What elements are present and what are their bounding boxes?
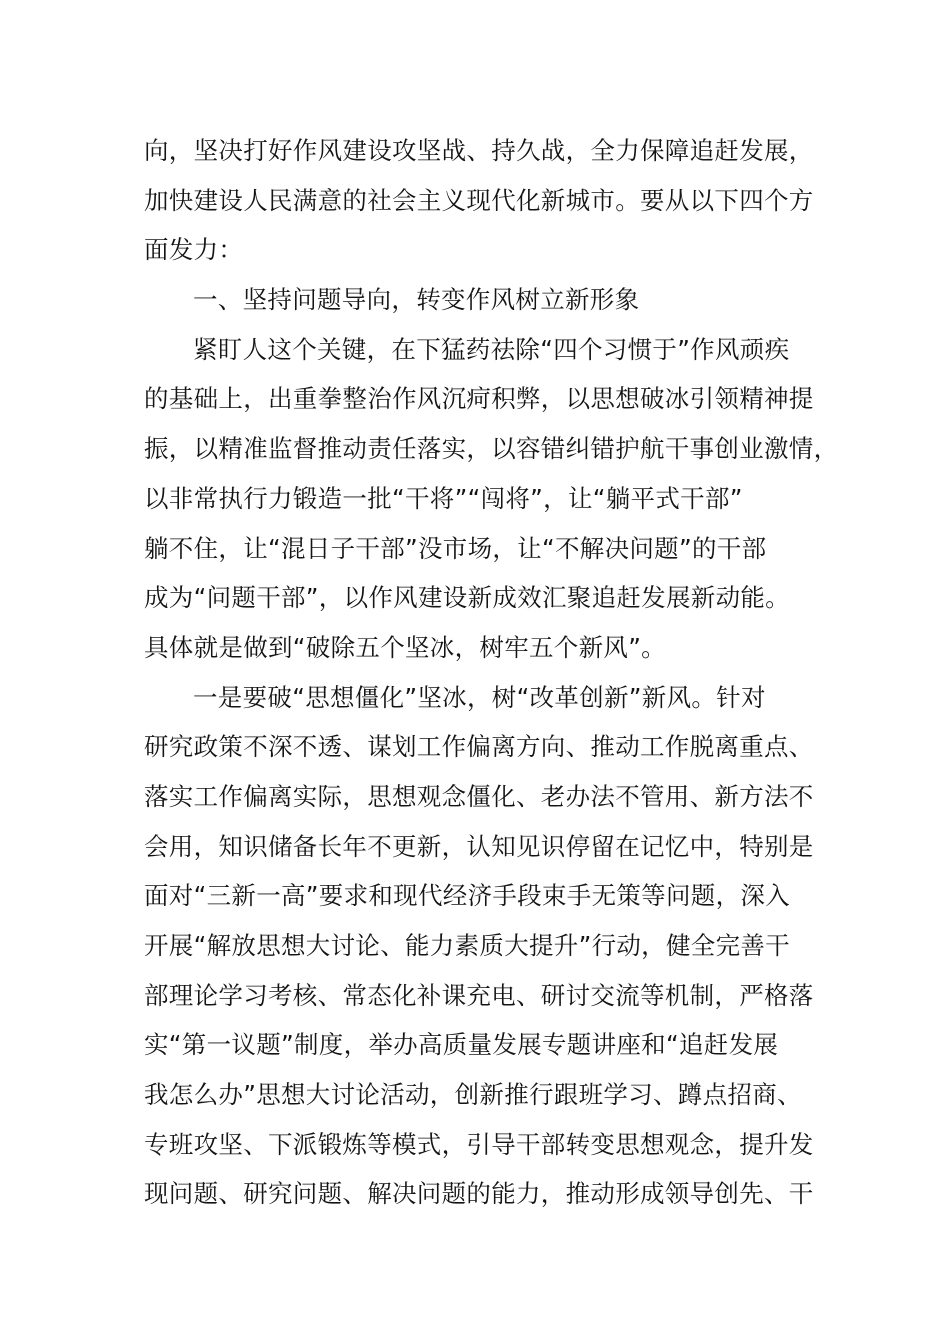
document-body	[144, 126, 839, 1219]
paragraph-start-line: 紧盯人这个关键，在下猛药祛除“四个习惯于”作风顽疾	[193, 334, 790, 364]
text-line: 实“第一议题”制度，举办高质量发展专题讲座和“追赶发展	[144, 1030, 779, 1060]
text-line: 躺不住，让“混日子干部”没市场，让“不解决问题”的干部	[144, 533, 767, 563]
text-line: 的基础上，出重拳整治作风沉疴积弊，以思想破冰引领精神提	[144, 384, 814, 414]
text-line: 专班攻坚、下派锻炼等模式，引导干部转变思想观念，提升发	[144, 1129, 814, 1159]
text-line: 以非常执行力锻造一批“干将”“闯将”，让“躺平式干部”	[144, 483, 743, 513]
text-line: 成为“问题干部”，以作风建设新成效汇聚追赶发展新动能。	[144, 583, 790, 613]
text-line: 研究政策不深不透、谋划工作偏离方向、推动工作脱离重点、	[144, 732, 814, 762]
text-line: 振，以精准监督推动责任落实，以容错纠错护航干事创业激情，	[144, 434, 839, 464]
text-line: 我怎么办”思想大讨论活动，创新推行跟班学习、蹲点招商、	[144, 1080, 802, 1110]
section-heading: 一、坚持问题导向，转变作风树立新形象	[193, 285, 640, 315]
text-line: 面对“三新一高”要求和现代经济手段束手无策等问题，深入	[144, 881, 790, 911]
text-line: 加快建设人民满意的社会主义现代化新城市。要从以下四个方	[144, 185, 814, 215]
text-line: 部理论学习考核、常态化补课充电、研讨交流等机制，严格落	[144, 980, 814, 1010]
paragraph-start-line: 一是要破“思想僵化”坚冰，树“改革创新”新风。针对	[193, 682, 766, 712]
text-line: 落实工作偏离实际，思想观念僵化、老办法不管用、新方法不	[144, 781, 814, 811]
text-line: 开展“解放思想大讨论、能力素质大提升”行动，健全完善干	[144, 931, 790, 960]
text-line: 向，坚决打好作风建设攻坚战、持久战，全力保障追赶发展，	[144, 136, 814, 165]
text-line: 会用，知识储备长年不更新，认知见识停留在记忆中，特别是	[144, 831, 814, 861]
text-line: 具体就是做到“破除五个坚冰，树牢五个新风”。	[144, 632, 666, 662]
text-line: 面发力：	[144, 235, 244, 265]
text-line: 现问题、研究问题、解决问题的能力，推动形成领导创先、干	[144, 1179, 814, 1209]
